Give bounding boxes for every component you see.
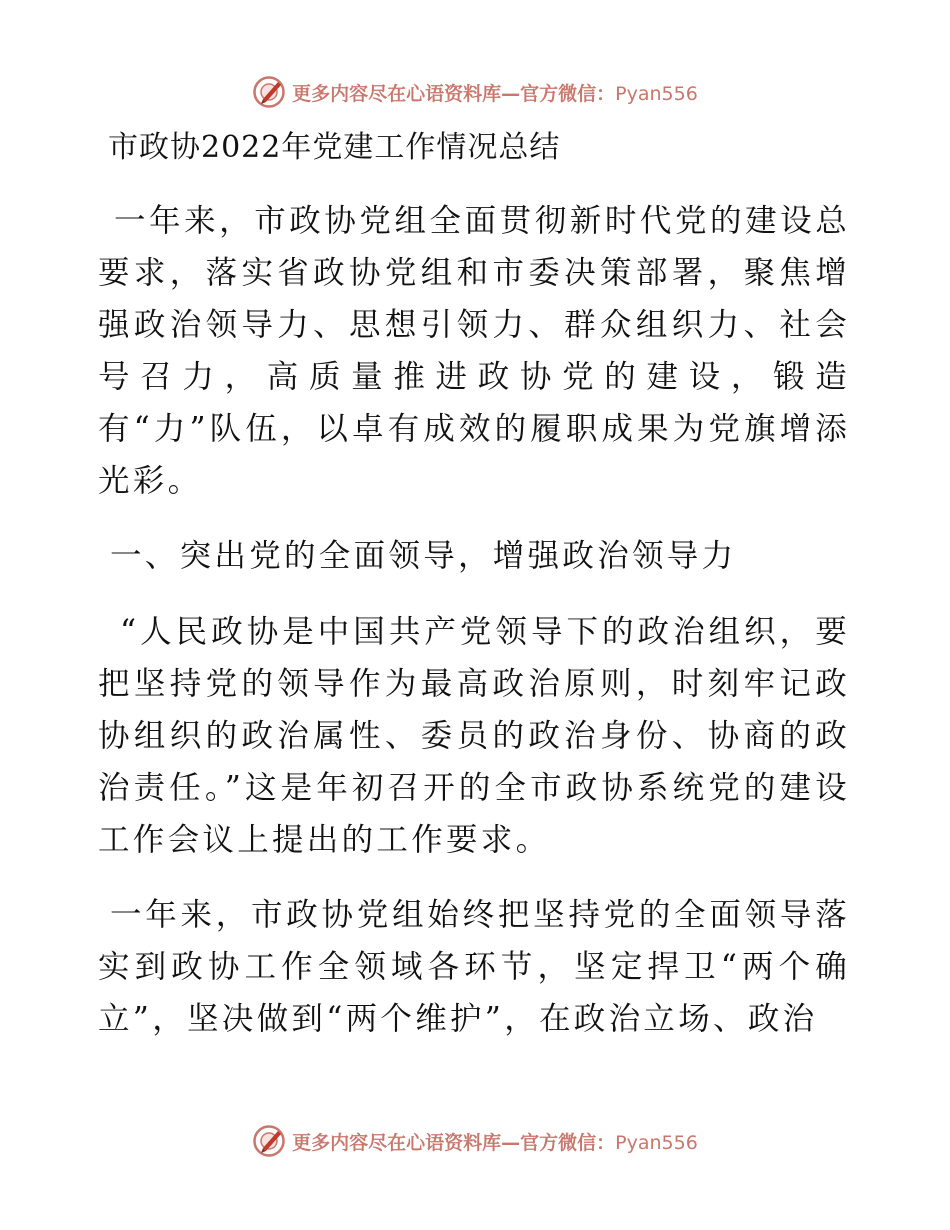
paragraph-leadership: 一年来，市政协党组始终把坚持党的全面领导落实到政协工作全领域各环节，坚定捍卫“两个确立”，坚决做到“两个维护”，在政治立场、政治	[98, 897, 850, 1037]
paragraph-intro: 一年来，市政协党组全面贯彻新时代党的建设总要求，落实省政协党组和市委决策部署，聚焦增强政治领导力、思想引领力、群众组织力、社会号召力，高质量推进政协党的建设，锻造有“力”队伍，以卓有成效的履职成果为党旗增添光彩。	[98, 203, 850, 499]
pen-logo-icon	[252, 75, 286, 109]
section-heading: 一、突出党的全面领导，增强政治领导力	[110, 538, 737, 574]
watermark-id: Pyan556	[615, 1131, 698, 1154]
document-title: 市政协2022年党建工作情况总结	[108, 130, 561, 165]
footer-watermark	[0, 1121, 950, 1161]
pen-logo-icon	[252, 1124, 286, 1158]
document-body	[98, 124, 850, 1045]
header-watermark	[0, 72, 950, 112]
watermark-id: Pyan556	[615, 82, 698, 105]
paragraph-quote: “人民政协是中国共产党领导下的政治组织，要把坚持党的领导作为最高政治原则，时刻牢记政协组织的政治属性、委员的政治身份、协商的政治责任。”这是年初召开的全市政协系统党的建设工作会议上提出的工作要求。	[98, 614, 850, 858]
watermark-text: 更多内容尽在心语资料库—官方微信：Pyan556	[292, 82, 698, 105]
watermark-text: 更多内容尽在心语资料库—官方微信：Pyan556	[292, 1131, 698, 1154]
